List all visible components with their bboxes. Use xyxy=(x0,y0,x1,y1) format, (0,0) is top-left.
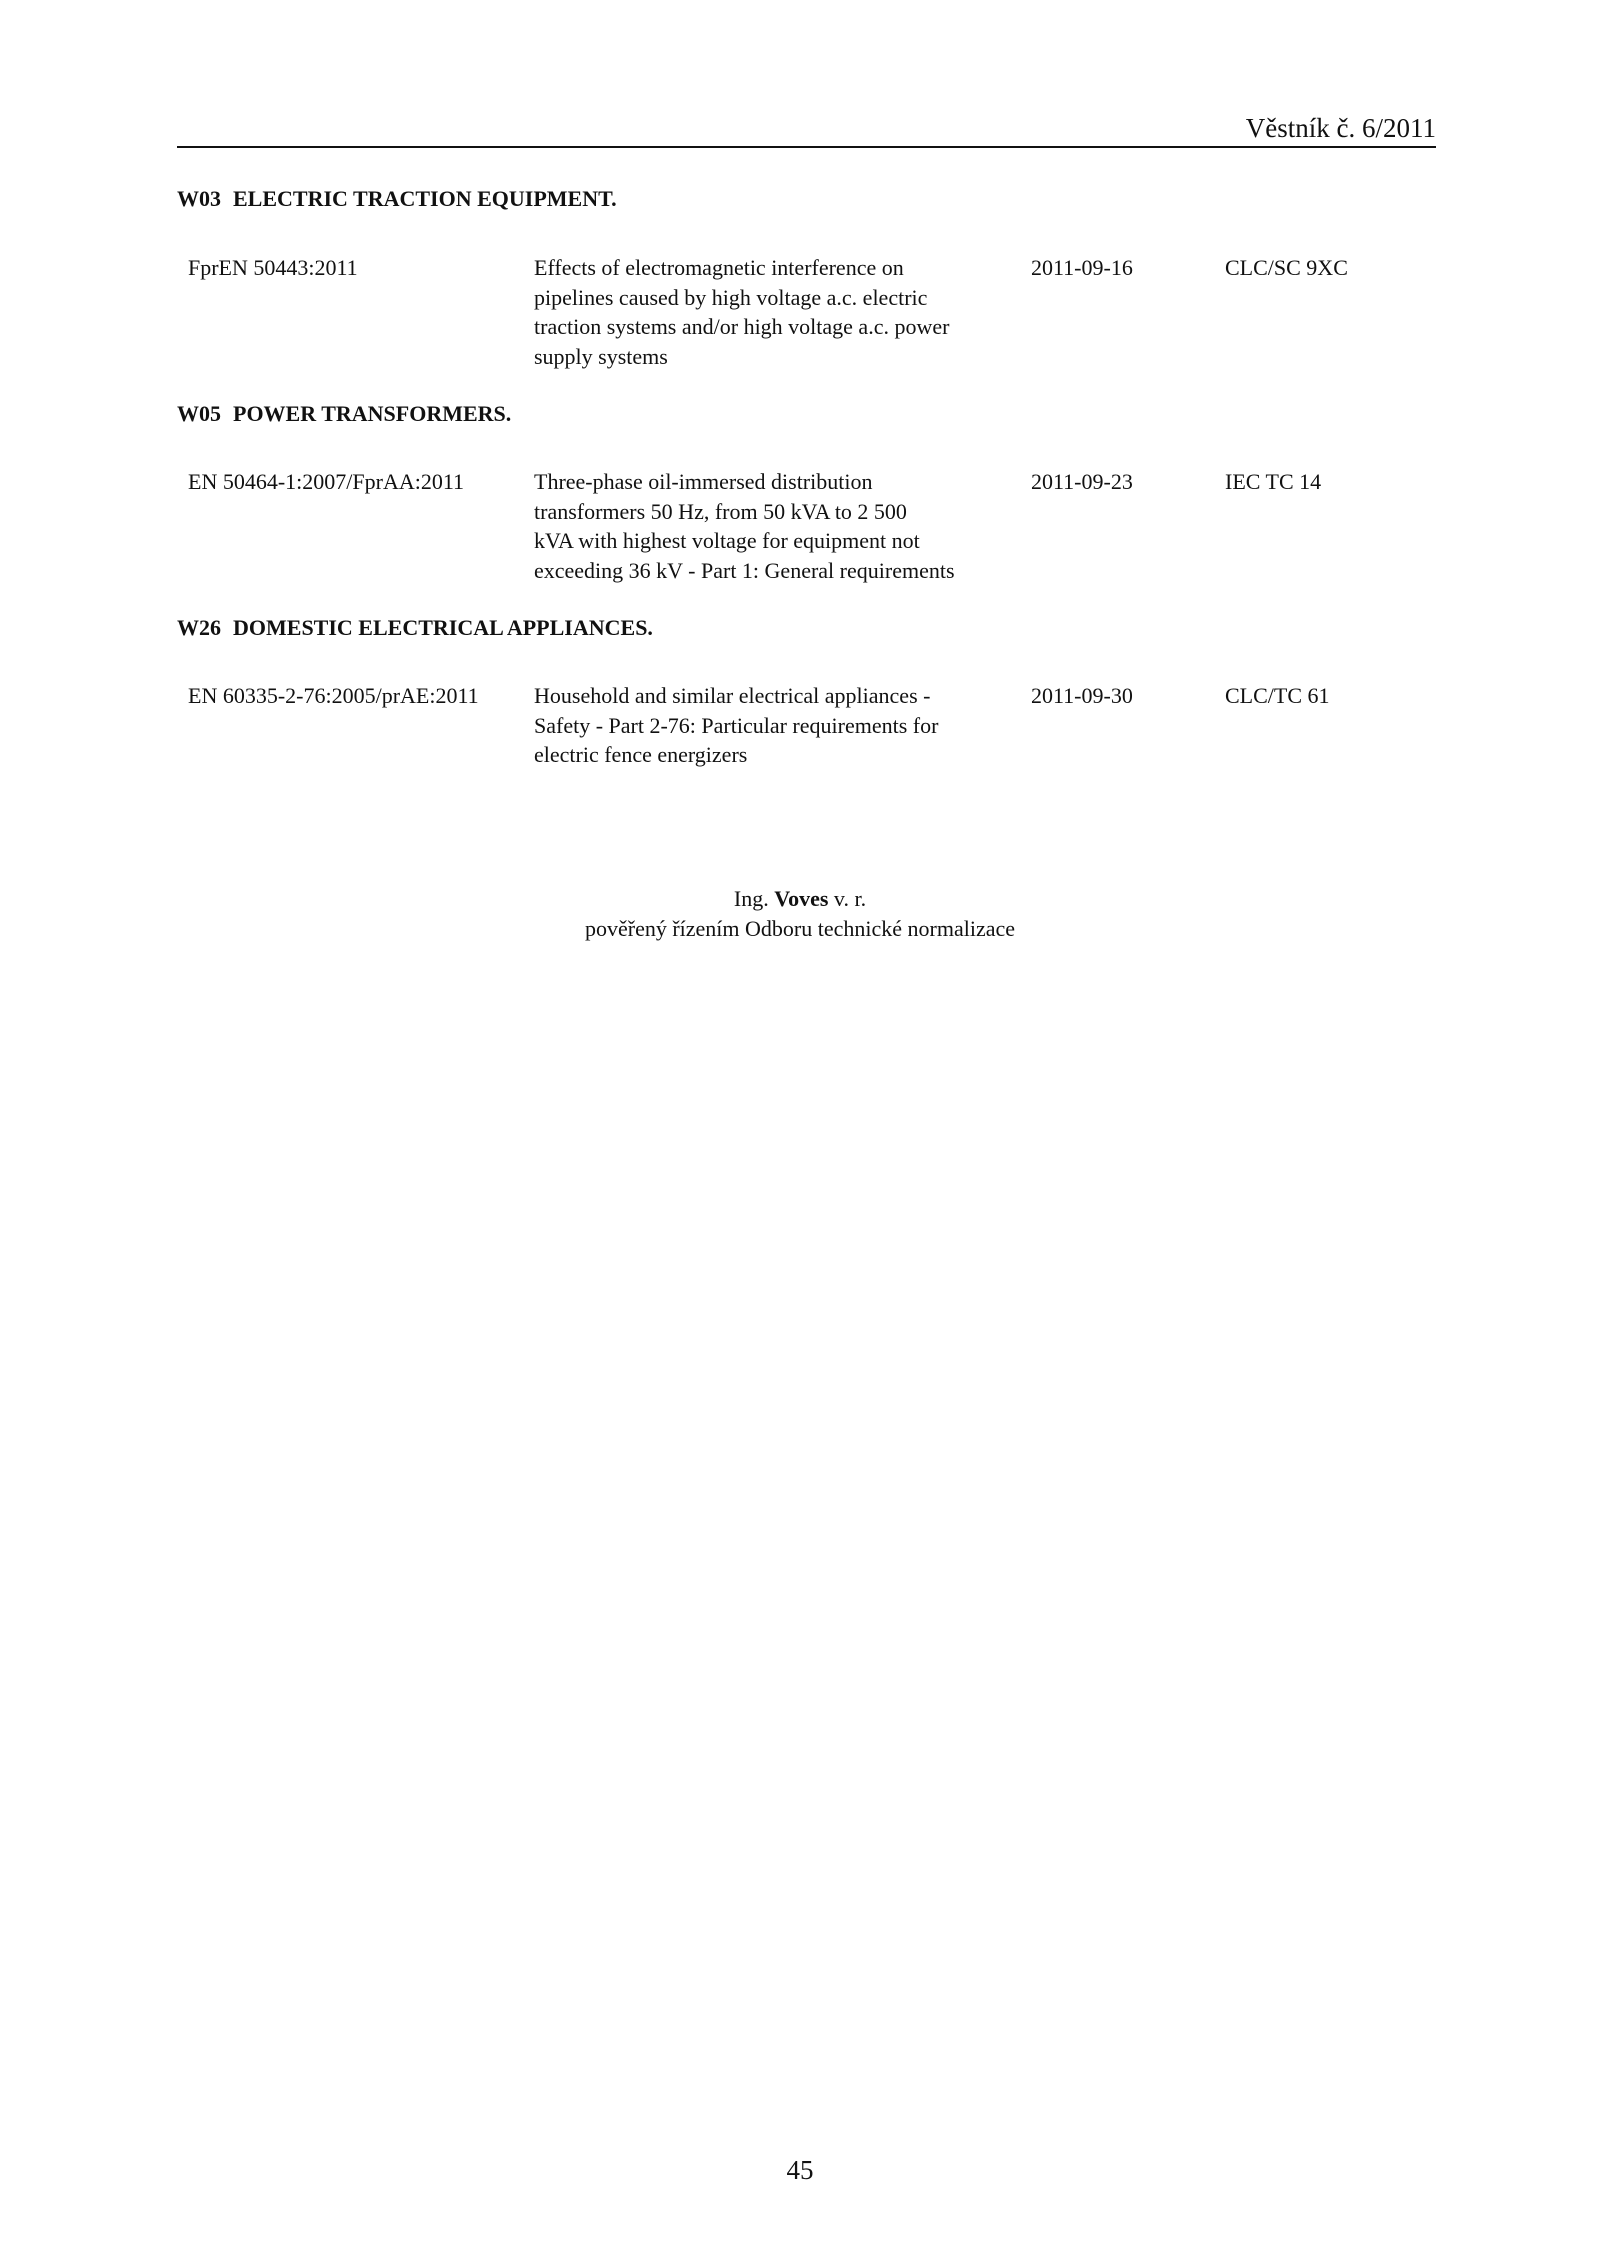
standard-title xyxy=(534,253,1012,371)
running-header: Věstník č. 6/2011 xyxy=(1245,113,1436,143)
section-title: POWER TRANSFORMERS. xyxy=(233,401,512,426)
standard-committee: CLC/SC 9XC xyxy=(1225,255,1348,280)
header-rule xyxy=(177,146,1436,148)
standard-date: 2011-09-23 xyxy=(1031,469,1133,494)
standard-title-line: transformers 50 Hz, from 50 kVA to 2 500 xyxy=(534,498,907,524)
section-title: ELECTRIC TRACTION EQUIPMENT. xyxy=(233,186,617,211)
section-heading-w03 xyxy=(177,185,617,213)
standard-id: FprEN 50443:2011 xyxy=(188,255,358,280)
signature-role: pověřený řízením Odboru technické normalizace xyxy=(584,916,1016,941)
standard-id: EN 50464-1:2007/FprAA:2011 xyxy=(188,469,465,494)
signature-name-line xyxy=(0,884,1600,914)
section-heading-w05 xyxy=(177,400,511,428)
standard-committee: IEC TC 14 xyxy=(1225,469,1322,494)
section-title: DOMESTIC ELECTRICAL APPLIANCES. xyxy=(233,615,653,640)
standard-title-line: Effects of electromagnetic interference on xyxy=(534,255,904,280)
standard-title xyxy=(534,681,1012,770)
standard-title-line: Household and similar electrical appliances - xyxy=(534,683,931,708)
signature-block xyxy=(0,884,1600,944)
standard-date: 2011-09-30 xyxy=(1031,683,1133,708)
signature-suffix: v. r. xyxy=(833,886,867,911)
section-code: W05 xyxy=(177,401,221,426)
standard-title-line: pipelines caused by high voltage a.c. electric xyxy=(534,284,928,310)
standard-title-line: electric fence energizers xyxy=(534,742,748,767)
page-number: 45 xyxy=(786,2155,814,2185)
section-heading-w26 xyxy=(177,614,653,642)
standard-id: EN 60335-2-76:2005/prAE:2011 xyxy=(188,683,479,708)
standard-title-line: traction systems and/or high voltage a.c. power xyxy=(534,314,950,339)
standard-date: 2011-09-16 xyxy=(1031,255,1133,280)
standard-committee: CLC/TC 61 xyxy=(1225,683,1330,708)
signature-name: Voves xyxy=(774,886,829,911)
standard-title-line: exceeding 36 kV - Part 1: General requirements xyxy=(534,557,955,583)
section-code: W03 xyxy=(177,186,221,211)
signature-prefix: Ing. xyxy=(733,886,769,911)
standard-title-line: Safety - Part 2-76: Particular requirements for xyxy=(534,712,939,738)
standard-title-line: supply systems xyxy=(534,343,668,369)
standard-title xyxy=(534,467,1012,585)
section-code: W26 xyxy=(177,615,221,640)
standard-title-line: kVA with highest voltage for equipment not xyxy=(534,528,920,553)
standard-title-line: Three-phase oil-immersed distribution xyxy=(534,469,873,494)
